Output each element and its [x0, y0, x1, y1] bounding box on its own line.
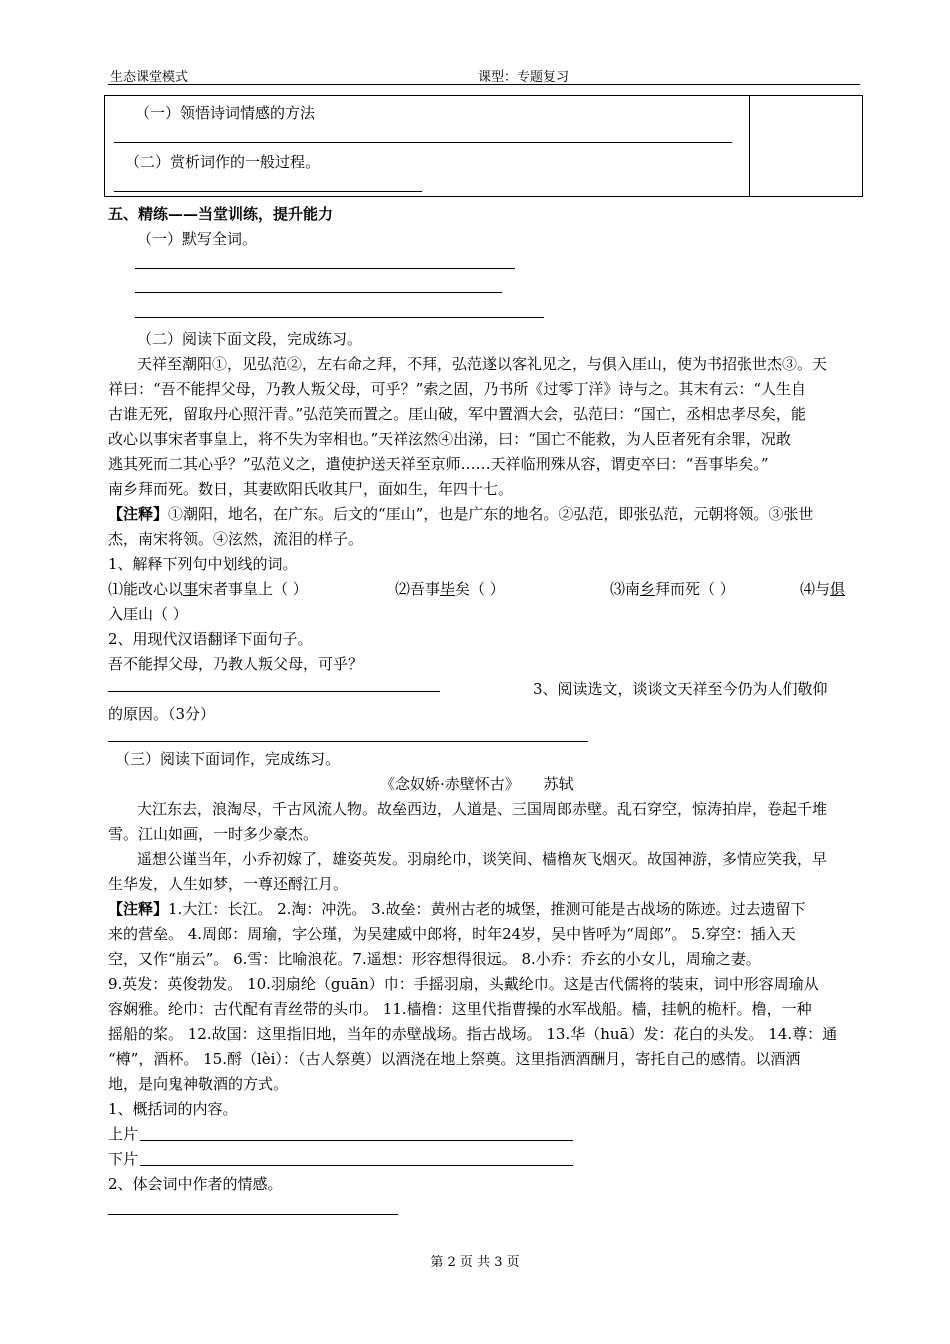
note-label: 【注释】 [108, 505, 169, 523]
answer-line [135, 317, 544, 318]
question-2-sentence: 吾不能捍父母，乃教人叛父母，可乎？ [108, 655, 364, 673]
passage-line: 古谁无死，留取丹心照汗青。”弘范笑而置之。厓山破，军中置酒大会，弘范曰：“国亡，丞相忠孝尽矣，能 [108, 405, 806, 423]
question-3-cont: 的原因。（3分） [108, 705, 216, 723]
note-line [108, 899, 806, 919]
note-line [108, 504, 813, 524]
lower-half-label: 下片 [108, 1150, 139, 1168]
passage-line: 改心以事宋者事皇上，将不失为宰相也。”天祥泫然④出涕，曰：“国亡不能救，为人臣者死有余罪，况敢 [108, 430, 791, 448]
note-line: “樽”，酒杯。 15.酹（lèi）：（古人祭奠）以酒浇在地上祭奠。这里指洒酒酬月，寄托自己的感情。以酒洒 [108, 1050, 801, 1068]
poem-line: 大江东去，浪淘尽，千古风流人物。故垒西边，人道是、三国周郎赤壁。乱石穿空，惊涛拍岸，卷起千堆 [137, 800, 828, 818]
note-line: 地，是向鬼神敬酒的方式。 [108, 1075, 289, 1093]
p3-question-1: 1、概括词的内容。 [108, 1100, 238, 1118]
note-label: 【注释】 [108, 900, 169, 918]
part1-label: （一）默写全词。 [137, 230, 258, 248]
question-2: 2、用现代汉语翻译下面句子。 [108, 630, 313, 648]
question-3: 3、阅读选文，谈谈文天祥至今仍为人们敬仰 [533, 680, 828, 698]
question-1c: ⑶南乡拜而死（ ） [610, 580, 735, 598]
note-text: ①潮阳，地名，在广东。后文的“厓山”，也是广东的地名。②弘范，即张弘范，元朝将领。③张世 [168, 505, 814, 523]
question-1: 1、解释下列句中划线的词。 [108, 555, 298, 573]
passage-line: 天祥至潮阳①，见弘范②，左右命之拜，不拜，弘范遂以客礼见之，与俱入厓山，使为书招张世杰③。天 [137, 355, 828, 373]
note-line: 容娴雅。纶巾：古代配有青丝带的头巾。 11.樯橹：这里代指曹操的水军战船。樯，挂帆的桅杆。橹，一种 [108, 1000, 812, 1018]
passage-line: 祥曰：“吾不能捍父母，乃教人叛父母，可乎？”索之固，乃书所《过零丁洋》诗与之。其末有云：“人生自 [108, 380, 807, 398]
header-rule [108, 84, 860, 85]
passage-line: 逃其死而二其心乎？”弘范义之，遣使护送天祥至京师……天祥临刑殊从容，谓吏卒曰：“吾事毕矣。” [108, 455, 769, 473]
answer-line [140, 1140, 573, 1141]
answer-line [108, 1214, 398, 1215]
page-number: 第 2 页 共 3 页 [430, 1255, 520, 1270]
answer-line [135, 292, 502, 293]
section-title: 五、精练——当堂训练，提升能力 [108, 205, 334, 223]
part3-label: （三）阅读下面词作，完成练习。 [115, 750, 341, 768]
note-line: 9.英发：英俊勃发。 10.羽扇纶（guān）巾：手摇羽扇，头戴纶巾。这是古代儒将的装束，词中形容周瑜从 [108, 975, 819, 993]
question-1a: ⑴能改心以事宋者事皇上（ ） [108, 580, 308, 598]
passage-line: 南乡拜而死。数日，其妻欧阳氏收其尸，面如生，年四十七。 [108, 480, 514, 498]
note-line: 摇船的桨。 12.故国：这里指旧地，当年的赤壁战场。指古战场。 13.华（huā）发：花白的头发。 14.尊：通 [108, 1025, 838, 1043]
header-left: 生态课堂模式 [110, 70, 189, 85]
poem-line: 雪。江山如画，一时多少豪杰。 [108, 825, 319, 843]
note-line: 杰，南宋将领。④泫然，流泪的样子。 [108, 530, 364, 548]
question-1d: ⑷与俱 [800, 580, 846, 598]
note-line: 来的营垒。 4.周郎：周瑜，字公瑾，为吴建威中郎将，时年24岁，吴中皆呼为“周郎”。 5.穿空：插入天 [108, 925, 796, 943]
box-item-1: （一）领悟诗词情感的方法 [135, 104, 316, 122]
poem-author: 苏轼 [543, 775, 574, 793]
answer-line [114, 191, 422, 192]
upper-half-label: 上片 [108, 1125, 139, 1143]
answer-line [140, 1165, 573, 1166]
answer-line [135, 268, 515, 269]
note-line: 空，又作“崩云”。 6.雪：比喻浪花。7.遥想：形容想得很远。 8.小乔：乔玄的小女儿，周瑜之妻。 [108, 950, 761, 968]
box-divider [749, 95, 750, 197]
p3-question-2: 2、体会词中作者的情感。 [108, 1175, 283, 1193]
poem-line: 生华发，人生如梦，一尊还酹江月。 [108, 875, 349, 893]
note-text: 1.大江：长江。 2.淘：冲洗。 3.故垒：黄州古老的城堡，推测可能是古战场的陈迹。过去遗留下 [168, 900, 806, 918]
poem-title: 《念奴娇·赤壁怀古》 苏轼 [380, 775, 574, 793]
poem-line: 遥想公谨当年，小乔初嫁了，雄姿英发。羽扇纶巾，谈笑间、樯橹灰飞烟灭。故国神游，多情应笑我，早 [137, 850, 828, 868]
question-1b: ⑵吾事毕矣（ ） [395, 580, 505, 598]
part2-label: （二）阅读下面文段，完成练习。 [137, 330, 363, 348]
box-item-2: （二）赏析词作的一般过程。 [125, 153, 321, 171]
answer-line [108, 741, 588, 742]
answer-line [108, 691, 440, 692]
answer-line [114, 142, 732, 143]
question-1d-cont: 入厓山（ ） [108, 605, 188, 623]
header-center: 课型：专题复习 [478, 70, 570, 85]
